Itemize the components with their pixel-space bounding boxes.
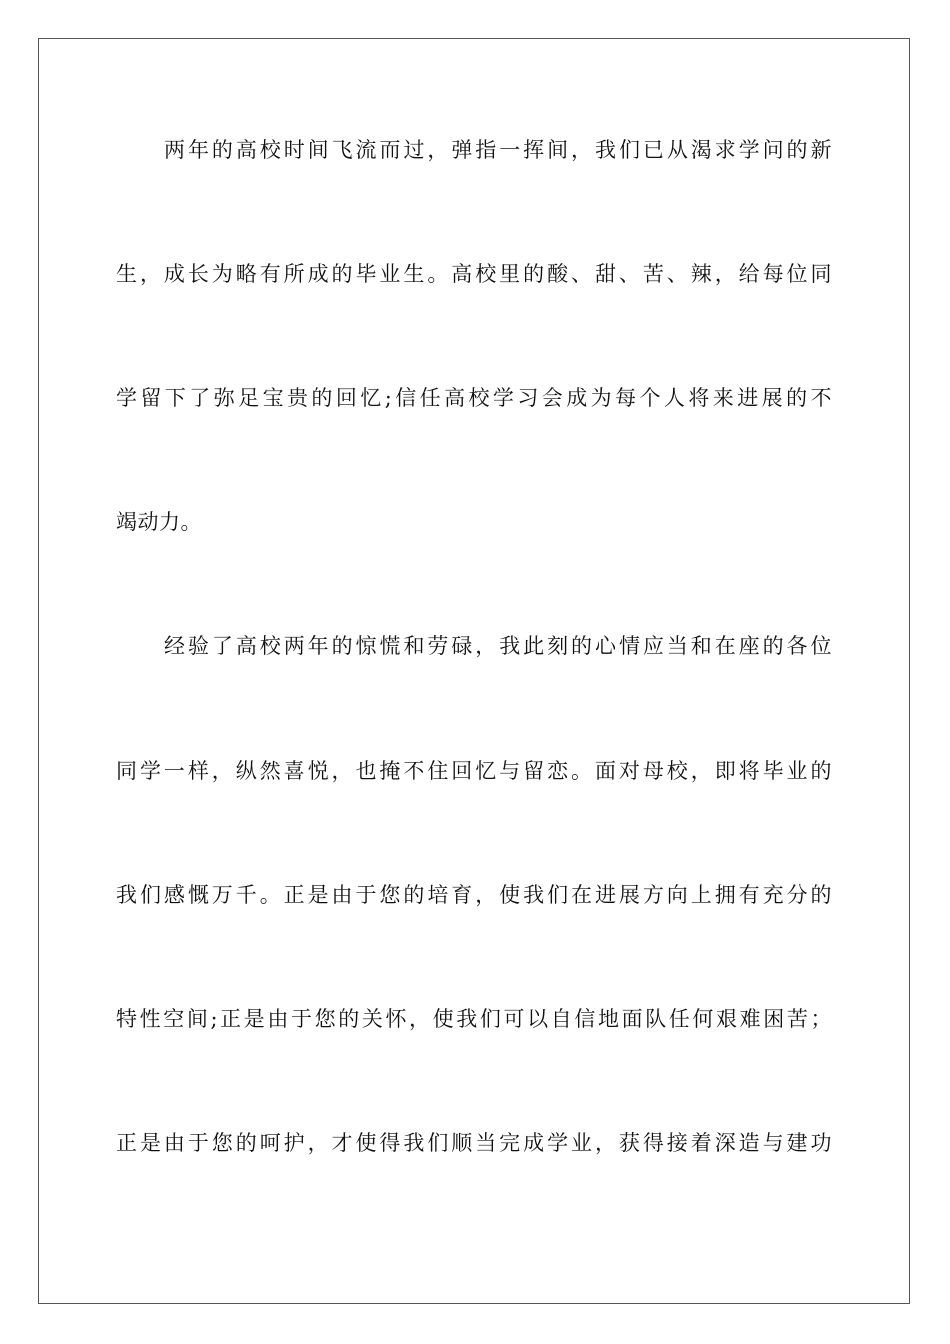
paragraph-line: 两年的高校时间飞流而过，弹指一挥间，我们已从渴求学问的新 [164,138,832,162]
paragraph-line: 学留下了弥足宝贵的回忆;信任高校学习会成为每个人将来进展的不 [116,386,832,410]
page-border [38,38,910,1304]
paragraph-line: 竭动力。 [116,510,202,534]
paragraph-line: 正是由于您的呵护，才使得我们顺当完成学业，获得接着深造与建功 [116,1131,832,1155]
paragraph-line: 特性空间;正是由于您的关怀，使我们可以自信地面队任何艰难困苦； [116,1007,832,1031]
paragraph-line: 生，成长为略有所成的毕业生。高校里的酸、甜、苦、辣，给每位同 [116,262,832,286]
paragraph-line: 我们感慨万千。正是由于您的培育，使我们在进展方向上拥有充分的 [116,883,832,907]
paragraph-line: 经验了高校两年的惊慌和劳碌，我此刻的心情应当和在座的各位 [164,634,832,658]
paragraph-line: 同学一样，纵然喜悦，也掩不住回忆与留恋。面对母校，即将毕业的 [116,759,832,783]
